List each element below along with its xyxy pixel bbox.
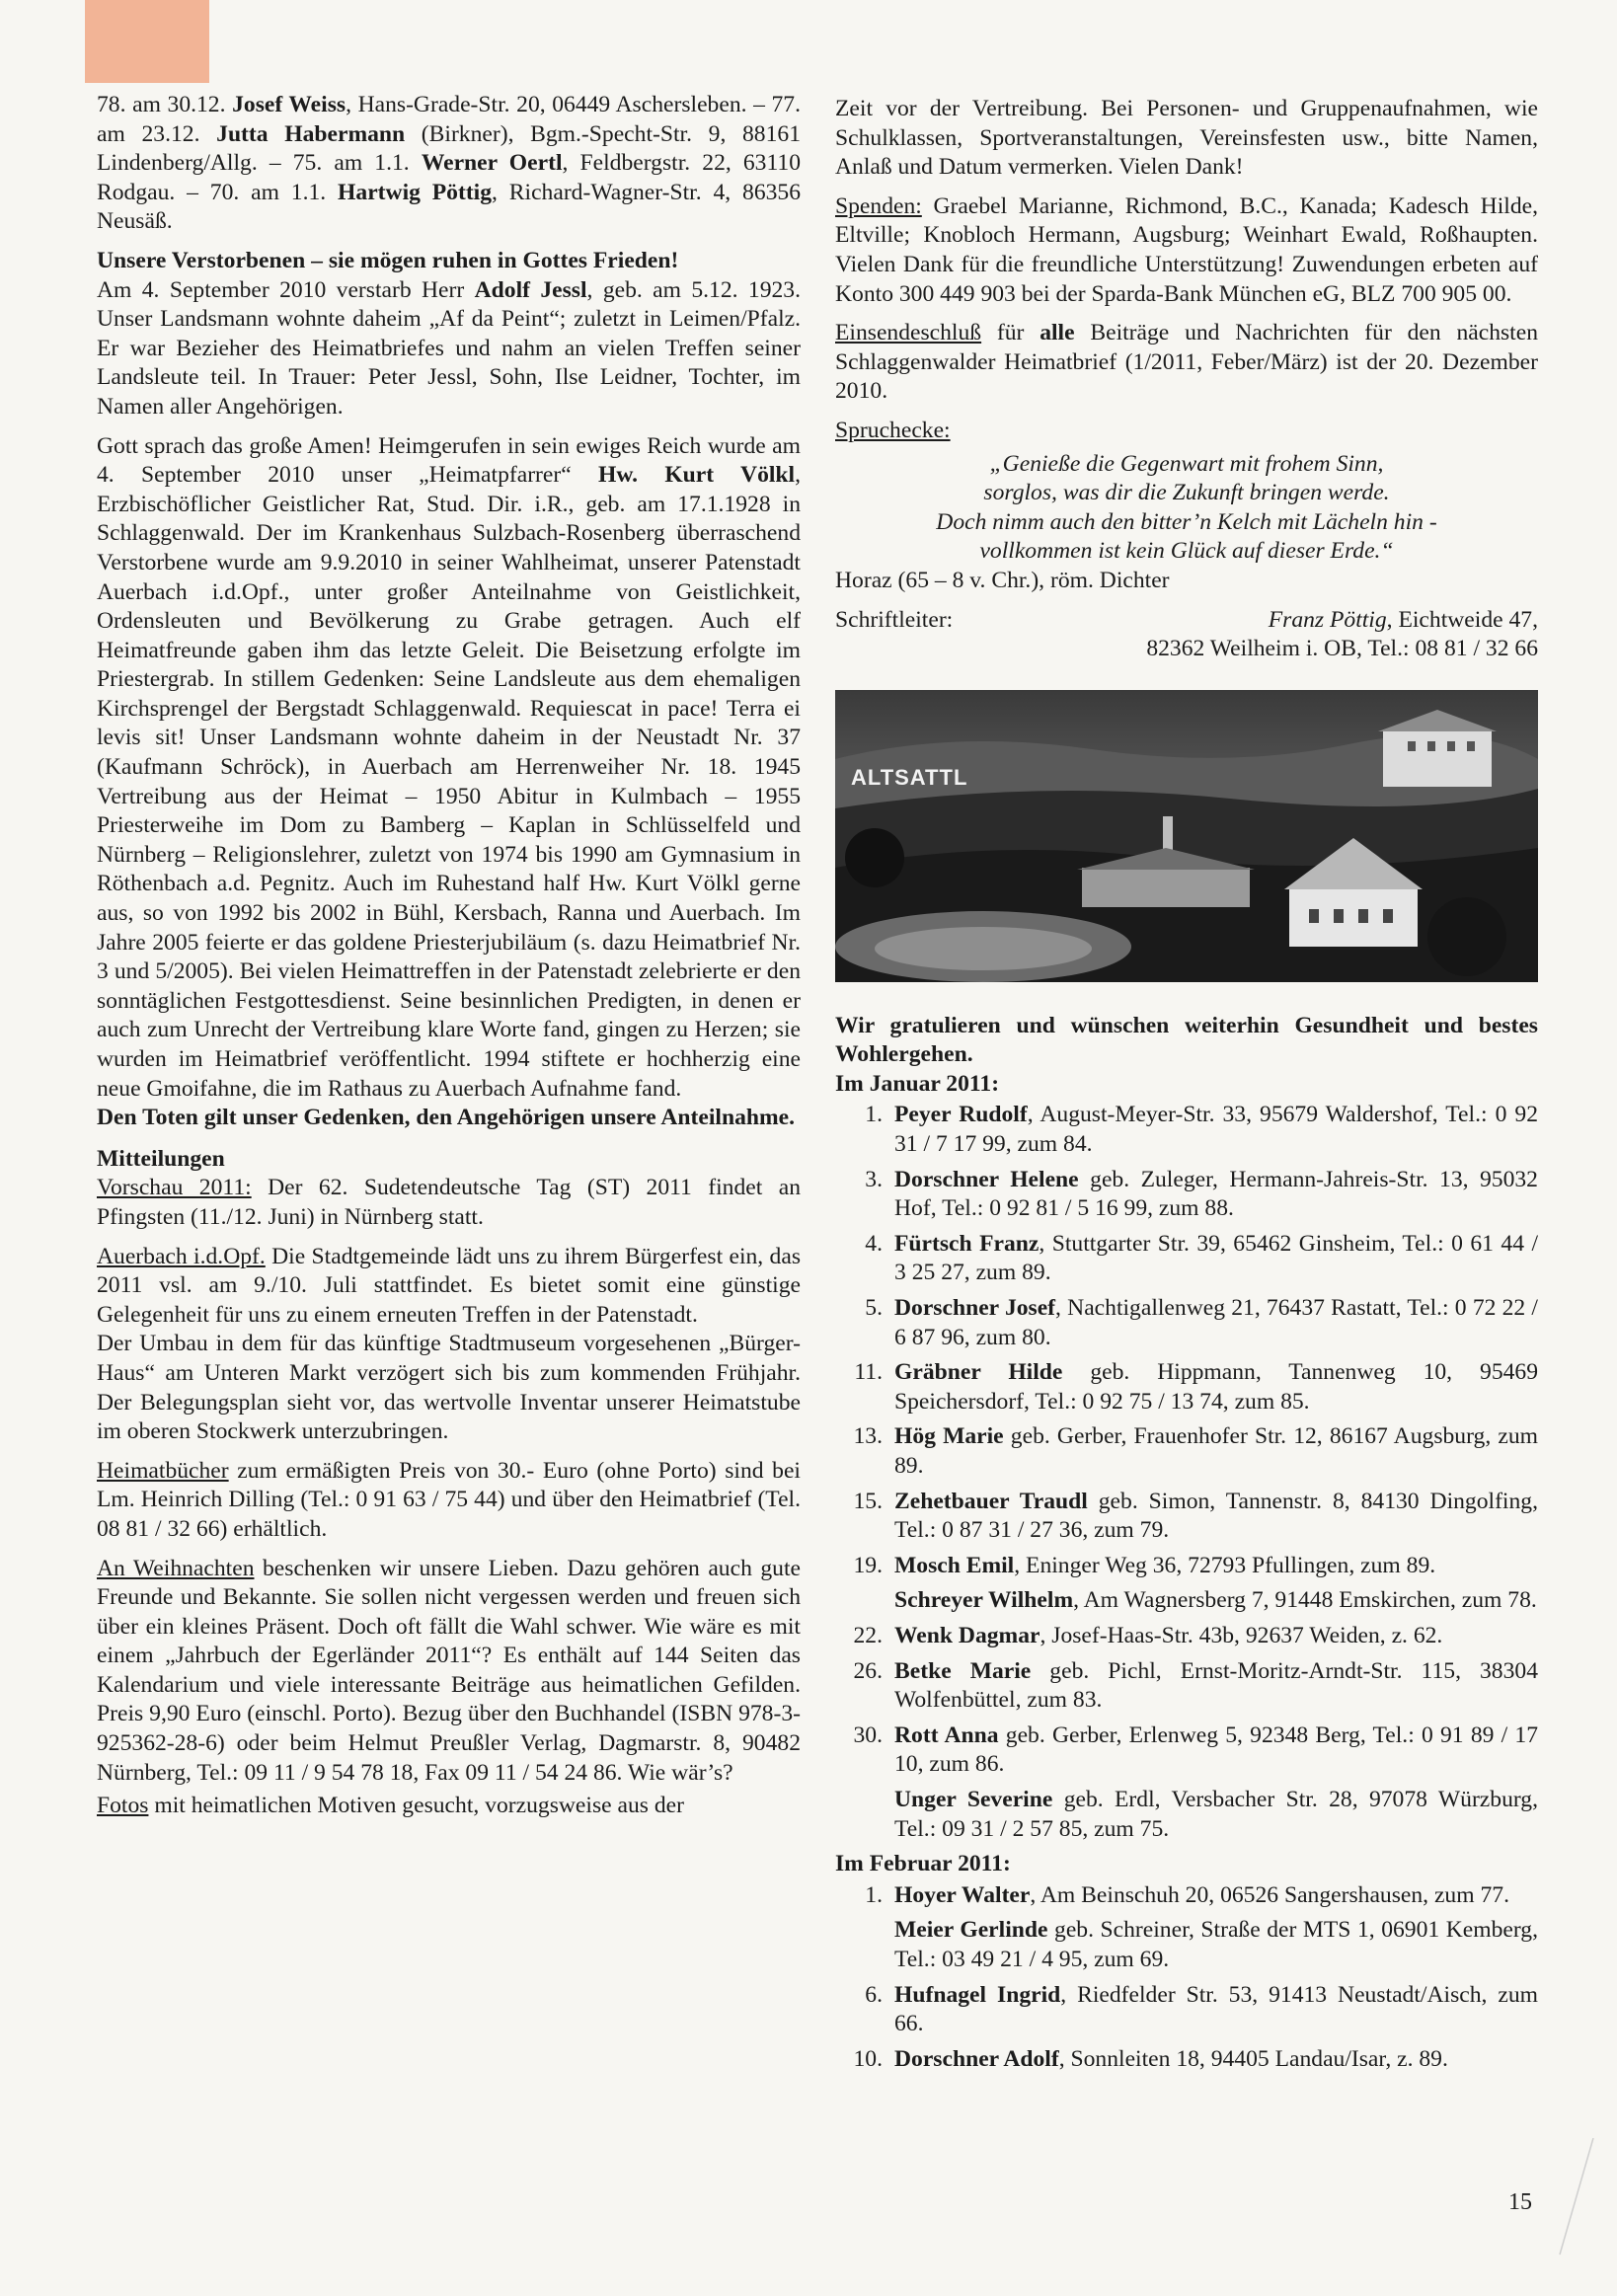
- obituary-heading: Unsere Verstorbenen – sie mögen ruhen in Gottes Frieden!: [97, 247, 679, 273]
- birthday-entry: [835, 2045, 1538, 2075]
- text-run: geb. Schreiner, Straße der MTS 1, 06901 Kemberg, Tel.: 03 49 21 / 4 95, zum 69.: [894, 1917, 1538, 1972]
- bold-name: Wenk Dagmar: [894, 1622, 1040, 1648]
- notice-label: Fotos: [97, 1793, 149, 1819]
- entry-text: [894, 1488, 1538, 1546]
- notice-text: zum ermäßigten Preis von 30.- Euro (ohne Porto) sind bei Lm. Heinrich Dilling (Tel.: 0 91 63 / 75 44) und über den Heimatbrief (Tel. 08 81 / 32 66) erhältlich.: [97, 1457, 801, 1542]
- notice-text: mit heimatlichen Motiven gesucht, vorzugsweise aus der: [148, 1793, 684, 1819]
- notice-auerbach-museum: Der Umbau in dem für das künftige Stadtmuseum vorgesehenen „Bürger-Haus“ am Unteren Markt verzögert sich bis zum kommenden Frühjahr. Der Belegungsplan sieht vor, das wertvolle Inventar unserer Heimatstube im oberen Stockwerk unterzubringen.: [97, 1331, 801, 1445]
- text-run: , Erzbischöflicher Geistlicher Rat, Stud. Dir. i.R., geb. am 17.1.1928 in Schlaggenwald. Der im Krankenhaus Sulzbach-Rosenberg überraschend Verstorbene wurde am 9.9.2010 in seiner Wahlheimat, unserer Patenstadt Auerbach i.d.Opf., unter großer Anteilnahme von Geistlichkeit, Ordensleuten und Bevölkerung zu Grabe getragen. Auch elf Heimatfreunde gaben ihm das letzte Geleit. Die Beisetzung erfolgte im Priestergrab. In stillem Gedenken: Seine Landsleute aus dem ehemaligen Kirchsprengel der Bergstadt Schlaggenwald. Requiescat in pace! Terra ei levis sit! Unser Landsmann wohnte daheim in der Neustadt Nr. 37 (Kaufmann Schröck), in Auerbach am Herrenweiher Nr. 18. 1945 Vertreibung aus der Heimat – 1950 Abitur in Kulmbach – 1955 Priesterweihe im Dom zu Bamberg – Kaplan in Schlüsselfeld und Nürnberg – Religionslehrer, zuletzt von 1974 bis 1990 am Gymnasium in Röthenbach a.d. Pegnitz. Auch im Ruhestand half Hw. Kurt Völkl gerne aus, so von 1992 bis 2002 in Bühl, Kersbach, Ranna und Auerbach. Im Jahre 2005 feierte er das goldene Priesterjubiläum (s. dazu Heimatbrief Nr. 3 und 5/2005). Bei vielen Heimattreffen in der Patenstadt zelebrierte er den sonntäglichen Festgottesdienst. Seine besinnlichen Predigten, in denen er auch zum Unrecht der Vertreibung klare Worte fand, gingen zu Herzen; sie wurden im Heimatbrief veröffentlicht. 1994 stiftete er hochherzig eine neue Gmoifahne, die im Rathaus zu Auerbach Aufnahme fand.: [97, 462, 801, 1102]
- text-run: geb. Gerber, Frauenhofer Str. 12, 86167 Augsburg, zum 89.: [894, 1423, 1538, 1479]
- february-list: [835, 1881, 1538, 2075]
- editor-line1: , Eichtweide 47,: [1386, 606, 1538, 633]
- entry-day: 26.: [853, 1657, 883, 1684]
- notice-text: beschenken wir unsere Lieben. Dazu gehören auch gute Freunde und Bekannte. Sie sollen nicht vergessen werden und freuen sich über ein kleines Präsent. Doch oft fällt die Wahl schwer. Wie wäre es mit einem „Jahrbuch der Egerländer 2011“? Es enthält auf 144 Seiten das Kalendarium und viele interessante Beiträge aus heimatlichen Gefilden. Preis 9,90 Euro (einschl. Porto). Bezug über den Buchhandel (ISBN 978-3-925362-28-6) oder beim Helmut Preußler Verlag, Dagmarstr. 8, 90482 Nürnberg, Tel.: 09 11 / 9 54 78 18, Fax 09 11 / 54 24 86. Wie wär’s?: [97, 1555, 802, 1786]
- photo-image: [835, 690, 1538, 982]
- birthday-entry: [835, 1786, 1538, 1844]
- birthday-entry: [835, 1586, 1538, 1616]
- text-run: geb. Gerber, Erlenweg 5, 92348 Berg, Tel.: 0 91 89 / 17 10, zum 86.: [894, 1722, 1539, 1778]
- birthday-entry: [835, 1294, 1538, 1352]
- birthday-entry: [835, 1101, 1538, 1159]
- text-run: , Eninger Weg 36, 72793 Pfullingen, zum 89.: [1014, 1552, 1436, 1578]
- entry-day: 6.: [865, 1981, 883, 2008]
- text-run: 78. am 30.12.: [97, 92, 233, 117]
- underlined-label: Einsendeschluß: [835, 320, 982, 346]
- entry-text: [894, 1166, 1538, 1224]
- text-run: (Birkner), Bgm.-Specht-Str. 9, 88161 Lindenberg/Allg. – 75. am 1.1.: [97, 120, 801, 177]
- quote-line: „Genieße die Gegenwart mit frohem Sinn,: [989, 450, 1384, 477]
- announcements-heading: Mitteilungen: [97, 1145, 225, 1172]
- entry-day: 5.: [865, 1295, 883, 1322]
- text-run: , Stuttgarter Str. 39, 65462 Ginsheim, Tel.: 0 61 44 / 3 25 27, zum 89.: [894, 1230, 1539, 1286]
- notice-fotos: [97, 1792, 801, 1821]
- page-number: 15: [1508, 2189, 1532, 2215]
- birthday-entry: [835, 1881, 1538, 1911]
- quote: [835, 450, 1538, 567]
- bold-name: Dorschner Adolf: [894, 2045, 1059, 2072]
- entry-text: [894, 1358, 1538, 1416]
- notice-einsendeschluss: [835, 319, 1538, 407]
- bold-name: Unger Severine: [894, 1786, 1053, 1812]
- notice-label: Vorschau 2011:: [97, 1175, 252, 1201]
- birthday-entry: [835, 1981, 1538, 2039]
- birthday-entry: [835, 1422, 1538, 1481]
- text-run: für: [981, 320, 1040, 346]
- entry-text: [894, 1552, 1538, 1581]
- entry-day: 4.: [865, 1230, 883, 1257]
- text-run: , Josef-Haas-Str. 43b, 92637 Weiden, z. 62.: [1040, 1622, 1443, 1648]
- january-heading: Im Januar 2011:: [835, 1070, 1000, 1097]
- notice-heimatbuecher: [97, 1457, 801, 1545]
- notice-text: Die Stadtgemeinde lädt uns zu ihrem Bürgerfest ein, das 2011 vsl. am 9./10. Juli stattfindet. Es bietet somit eine günstige Gelegenheit für uns zu einem erneuten Treffen in der Patenstadt.: [97, 1243, 801, 1328]
- entry-day: 3.: [865, 1166, 883, 1192]
- altsattl-photo: [835, 690, 1538, 982]
- birthday-entry: [835, 1552, 1538, 1581]
- bold-name: Hartwig Pöttig: [338, 179, 493, 205]
- text-run: , Am Beinschuh 20, 06526 Sangershausen, zum 77.: [1030, 1881, 1509, 1908]
- congrats-heading: Wir gratulieren und wünschen weiterhin Gesundheit und bestes Wohlergehen.: [835, 1012, 1538, 1068]
- entry-day: 1.: [865, 1102, 883, 1128]
- entry-day: 1.: [865, 1881, 883, 1908]
- editor-address: [1146, 606, 1538, 664]
- text-run: , Riedfelder Str. 53, 91413 Neustadt/Aisch, zum 66.: [894, 1981, 1538, 2037]
- text-run: geb. Zuleger, Hermann-Jahreis-Str. 13, 95032 Hof, Tel.: 0 92 81 / 5 16 99, zum 88.: [894, 1166, 1538, 1222]
- entry-day: 19.: [853, 1552, 883, 1578]
- entry-text: [894, 1881, 1538, 1911]
- bold-name: Josef Weiss: [232, 92, 346, 117]
- photo-caption: ALTSATTL: [851, 764, 968, 790]
- editor-line2: 82362 Weilheim i. OB, Tel.: 08 81 / 32 66: [1146, 636, 1538, 662]
- quote-line: Doch nimm auch den bitter’n Kelch mit Lächeln hin -: [936, 508, 1437, 535]
- notice-vorschau: [97, 1174, 801, 1232]
- spruchecke-label: Spruchecke:: [835, 417, 951, 443]
- text-run: geb. Simon, Tannenstr. 8, 84130 Dingolfing, Tel.: 0 87 31 / 27 36, zum 79.: [894, 1488, 1538, 1544]
- january-list: [835, 1101, 1538, 1844]
- text-run: , Feldbergstr. 22, 63110 Rodgau. – 70. am 1.1.: [97, 150, 801, 205]
- entry-text: [894, 1622, 1538, 1651]
- adhesive-tape: [85, 0, 209, 83]
- notice-label: Auerbach i.d.Opf.: [97, 1243, 266, 1269]
- notice-spenden: [835, 192, 1538, 309]
- bold-name: Schreyer Wilhelm: [894, 1587, 1074, 1614]
- birthdays-continued: [97, 91, 801, 237]
- text-run: , Am Wagnersberg 7, 91448 Emskirchen, zum 78.: [1073, 1587, 1537, 1614]
- entry-day: 11.: [854, 1359, 883, 1386]
- bold-name: Meier Gerlinde: [894, 1917, 1048, 1944]
- entry-text: [894, 1981, 1538, 2039]
- right-column: [835, 95, 1538, 2080]
- bold-name: Hög Marie: [894, 1423, 1004, 1450]
- birthday-entry: [835, 1916, 1538, 1974]
- entry-text: [894, 1657, 1538, 1716]
- fotos-continued: Zeit vor der Vertreibung. Bei Personen- und Gruppenaufnahmen, wie Schulklassen, Sportveranstaltungen, Vereinsfesten usw., bitte Namen, Anlaß und Datum vermerken. Vielen Dank!: [835, 96, 1538, 181]
- page-edge-mark: [1556, 2138, 1595, 2257]
- notice-auerbach: [97, 1243, 801, 1331]
- bold-name: Fürtsch Franz: [894, 1230, 1040, 1257]
- text-run: geb. Hippmann, Tannenweg 10, 95469 Speichersdorf, Tel.: 0 92 75 / 13 74, zum 85.: [894, 1359, 1539, 1415]
- bold-name: Hufnagel Ingrid: [894, 1981, 1061, 2008]
- bold-name: Dorschner Josef: [894, 1295, 1056, 1322]
- obituary-voelkl: [97, 432, 801, 1105]
- notice-label: Heimatbücher: [97, 1457, 229, 1484]
- text-run: , Hans-Grade-Str. 20, 06449 Aschersleben. – 77. am 23.12.: [97, 92, 802, 147]
- entry-text: [894, 1786, 1538, 1844]
- text-run: , Nachtigallenweg 21, 76437 Rastatt, Tel.: 0 72 22 / 6 87 96, zum 80.: [894, 1295, 1538, 1350]
- bold-name: Hw. Kurt Völkl: [598, 462, 796, 489]
- bold-name: Zehetbauer Traudl: [894, 1488, 1088, 1514]
- birthday-entry: [835, 1358, 1538, 1416]
- text-run: Am 4. September 2010 verstarb Herr: [97, 276, 475, 303]
- notice-label: Spenden:: [835, 192, 922, 219]
- bold-name: Peyer Rudolf: [894, 1102, 1028, 1128]
- birthday-entry: [835, 1722, 1538, 1780]
- editor-label: Schriftleiter:: [835, 606, 954, 633]
- entry-text: [894, 1422, 1538, 1481]
- bold-name: Rott Anna: [894, 1722, 999, 1748]
- bold-name: Mosch Emil: [894, 1552, 1015, 1578]
- bold-name: Hoyer Walter: [894, 1881, 1031, 1908]
- quote-source: Horaz (65 – 8 v. Chr.), röm. Dichter: [835, 567, 1170, 593]
- birthday-entry: [835, 1230, 1538, 1288]
- text-run: , August-Meyer-Str. 33, 95679 Waldershof, Tel.: 0 92 31 / 7 17 99, zum 84.: [894, 1102, 1538, 1158]
- bold-name: Adolf Jessl: [474, 276, 587, 303]
- text-run: Beiträge und Nachrichten für den nächsten Schlaggenwalder Heimatbrief (1/2011, Feber/März) ist der 20. Dezember 2010.: [835, 320, 1539, 405]
- bold-name: Dorschner Helene: [894, 1166, 1079, 1192]
- entry-text: [894, 1916, 1538, 1974]
- notice-weihnachten: [97, 1555, 801, 1789]
- bold-name: Werner Oertl: [421, 150, 563, 177]
- entry-text: [894, 2045, 1538, 2075]
- notice-text: Der 62. Sudetendeutsche Tag (ST) 2011 findet an Pfingsten (11./12. Juni) in Nürnberg statt.: [97, 1175, 801, 1230]
- text-run: , geb. am 5.12. 1923. Unser Landsmann wohnte daheim „Af da Peint“; zuletzt in Leimen/Pfalz. Er war Bezieher des Heimatbriefes und nahm an vielen Treffen seiner Landsleute teil. In Trauer: Peter Jessl, Sohn, Ilse Leidner, Tochter, im Namen aller Angehörigen.: [97, 276, 801, 420]
- left-column: [97, 91, 801, 1831]
- text-run: , Richard-Wagner-Str. 4, 86356 Neusäß.: [97, 179, 802, 235]
- quote-line: sorglos, was dir die Zukunft bringen werde.: [983, 480, 1390, 506]
- text-run: Gott sprach das große Amen! Heimgerufen in sein ewiges Reich wurde am 4. September 2010 unser „Heimatpfarrer“: [97, 432, 801, 489]
- entry-text: [894, 1294, 1538, 1352]
- obituary-jessl: [97, 276, 801, 422]
- bold-name: alle: [1040, 320, 1075, 346]
- quote-line: vollkommen ist kein Glück auf dieser Erde.“: [979, 538, 1394, 565]
- entry-text: [894, 1101, 1538, 1159]
- entry-text: [894, 1230, 1538, 1288]
- text-run: , Sonnleiten 18, 94405 Landau/Isar, z. 89.: [1058, 2045, 1448, 2072]
- entry-text: [894, 1722, 1538, 1780]
- entry-day: 10.: [853, 2045, 883, 2072]
- entry-day: 15.: [853, 1488, 883, 1514]
- entry-day: 13.: [853, 1423, 883, 1450]
- entry-day: 22.: [853, 1622, 883, 1648]
- bold-name: Jutta Habermann: [216, 120, 406, 147]
- editor-name: Franz Pöttig: [1268, 606, 1387, 633]
- birthday-entry: [835, 1488, 1538, 1546]
- february-heading: Im Februar 2011:: [835, 1851, 1011, 1877]
- editor-block: [835, 606, 1538, 664]
- birthday-entry: [835, 1657, 1538, 1716]
- entry-day: 30.: [853, 1722, 883, 1748]
- bold-name: Betke Marie: [894, 1657, 1032, 1684]
- notice-text: Graebel Marianne, Richmond, B.C., Kanada; Kadesch Hilde, Eltville; Knobloch Hermann, Augsburg; Weinhart Ewald, Roßhaupten. Vielen Dank für die freundliche Unterstützung! Zuwendungen erbeten auf Konto 300 449 903 bei der Sparda-Bank München eG, BLZ 700 905 00.: [835, 192, 1538, 307]
- notice-label: An Weihnachten: [97, 1555, 255, 1581]
- bold-name: Gräbner Hilde: [894, 1359, 1063, 1386]
- birthday-entry: [835, 1166, 1538, 1224]
- memorial-line: Den Toten gilt unser Gedenken, den Angehörigen unsere Anteilnahme.: [97, 1105, 796, 1131]
- entry-text: [894, 1586, 1538, 1616]
- birthday-entry: [835, 1622, 1538, 1651]
- text-run: geb. Pichl, Ernst-Moritz-Arndt-Str. 115, 38304 Wolfenbüttel, zum 83.: [894, 1657, 1538, 1714]
- text-run: geb. Erdl, Versbacher Str. 28, 97078 Würzburg, Tel.: 09 31 / 2 57 85, zum 75.: [894, 1786, 1538, 1842]
